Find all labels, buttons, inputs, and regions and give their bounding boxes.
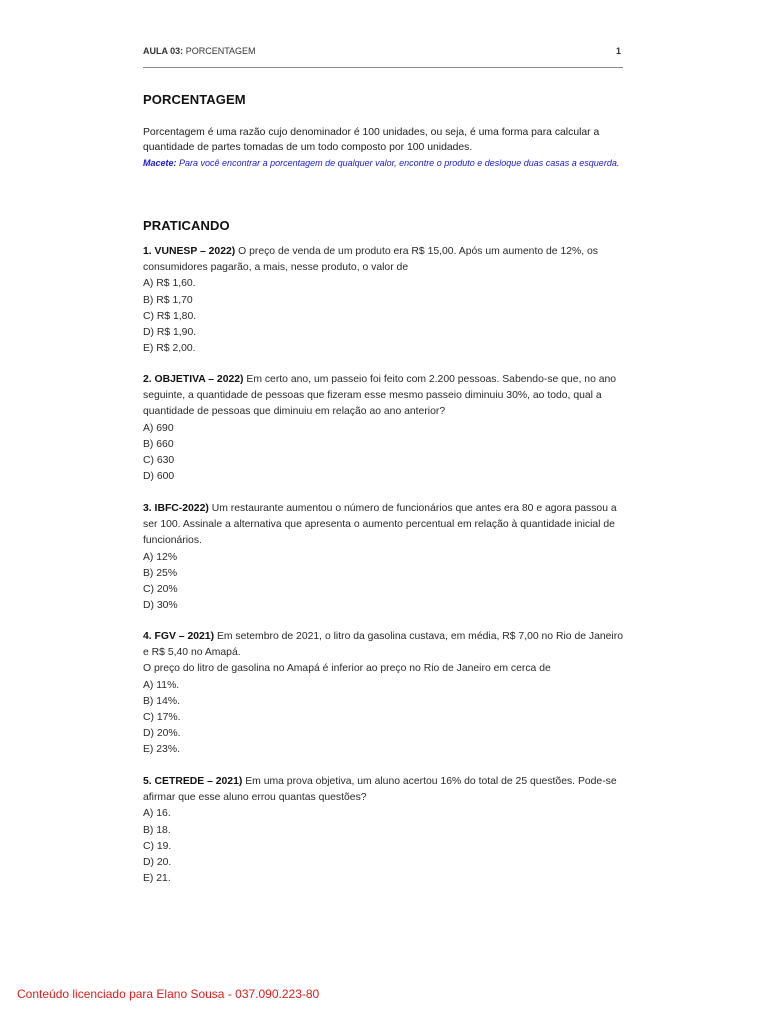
question-source: 3. IBFC-2022) — [143, 503, 209, 514]
question-1 — [143, 244, 629, 357]
answer-option: D) 30% — [143, 600, 178, 612]
question-text: Um restaurante aumentou o número de funcionários que antes era 80 e agora passou a ser 100. Assinale a alternativa que apresenta o aumento percentual em relação à quantidade inicial de funcionários. — [143, 503, 617, 547]
answer-option: C) R$ 1,80. — [143, 310, 197, 322]
question-4 — [143, 629, 629, 759]
answer-option: B) 18. — [143, 824, 171, 836]
question-3 — [143, 501, 629, 614]
intro-paragraph: Porcentagem é uma razão cujo denominador é 100 unidades, ou seja, é uma forma para calcular a quantidade de partes tomadas de um todo composto por 100 unidades. — [143, 127, 600, 153]
lesson-topic: PORCENTAGEM — [185, 46, 256, 56]
answer-option: B) 14%. — [143, 695, 180, 707]
answer-option: A) 12% — [143, 551, 178, 563]
question-statement — [143, 501, 629, 550]
tip-text: Para você encontrar a porcentagem de qualquer valor, encontre o produto e desloque duas casas a esquerda. — [179, 158, 620, 168]
tip-label: Macete: — [143, 158, 177, 168]
question-source: 4. FGV – 2021) — [143, 631, 215, 642]
question-statement — [143, 774, 629, 806]
answer-option: E) R$ 2,00. — [143, 343, 196, 355]
tip-paragraph — [143, 156, 623, 171]
answer-option: A) 11%. — [143, 679, 180, 691]
running-header — [143, 46, 623, 60]
answer-option: A) R$ 1,60. — [143, 278, 196, 290]
answer-option: C) 19. — [143, 840, 172, 852]
answer-option: E) 21. — [143, 873, 171, 885]
answer-option: B) R$ 1,70 — [143, 294, 193, 306]
answer-option: C) 17%. — [143, 712, 181, 724]
answer-option: D) 600 — [143, 471, 175, 483]
answer-option: A) 690 — [143, 422, 174, 434]
practice-title: PRATICANDO — [143, 218, 230, 233]
page-number: 1 — [615, 46, 621, 56]
lesson-label: AULA 03: — [143, 46, 184, 56]
question-source: 2. OBJETIVA – 2022) — [143, 374, 244, 385]
question-text: Em uma prova objetiva, um aluno acertou 16% do total de 25 questões. Pode-se afirmar que esse aluno errou quantas questões? — [143, 776, 617, 804]
question-text-continued: O preço do litro de gasolina no Amapá é inferior ao preço no Rio de Janeiro em cerca de — [143, 663, 551, 675]
question-5 — [143, 774, 629, 887]
question-text: Em certo ano, um passeio foi feito com 2.200 pessoas. Sabendo-se que, no ano seguinte, a quantidade de pessoas que fizeram esse mesmo passeio diminuiu 30%, ao todo, qual a quantidade de pessoas que diminuiu em relação ao ano anterior? — [143, 374, 617, 418]
header-divider — [143, 67, 623, 68]
question-2 — [143, 372, 629, 485]
question-source: 1. VUNESP – 2022) — [143, 246, 236, 257]
answer-option: D) 20%. — [143, 728, 181, 740]
question-statement — [143, 372, 629, 421]
answer-option: D) 20. — [143, 857, 172, 869]
question-text: Em setembro de 2021, o litro da gasolina custava, em média, R$ 7,00 no Rio de Janeiro e R$ 5,40 no Amapá. — [143, 631, 623, 659]
question-source: 5. CETREDE – 2021) — [143, 776, 243, 787]
question-statement — [143, 244, 629, 276]
answer-option: B) 25% — [143, 567, 178, 579]
answer-option: C) 630 — [143, 455, 175, 467]
answer-option: D) R$ 1,90. — [143, 327, 197, 339]
section-title: PORCENTAGEM — [143, 92, 246, 107]
question-statement — [143, 629, 629, 661]
answer-option: C) 20% — [143, 584, 178, 596]
answer-option: A) 16. — [143, 808, 171, 820]
question-text: O preço de venda de um produto era R$ 15,00. Após um aumento de 12%, os consumidores pagarão, a mais, nesse produto, o valor de — [143, 246, 598, 274]
answer-option: B) 660 — [143, 438, 174, 450]
license-notice: Conteúdo licenciado para Elano Sousa - 037.090.223-80 — [17, 987, 320, 1001]
answer-option: E) 23%. — [143, 744, 180, 756]
